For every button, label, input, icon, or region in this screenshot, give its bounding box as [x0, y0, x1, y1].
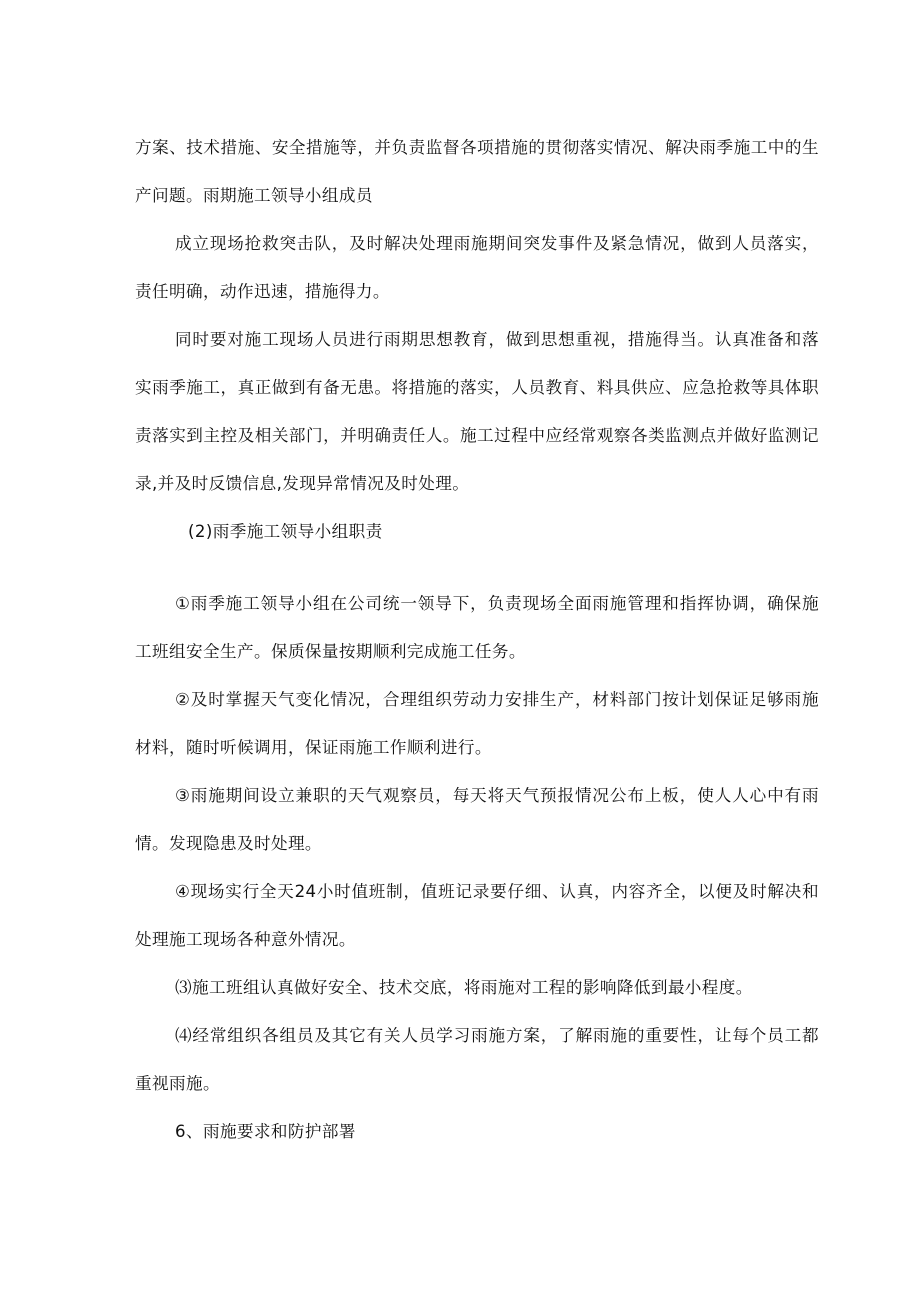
paragraph-continuation: 方案、技术措施、安全措施等，并负责监督各项措施的贯彻落实情况、解决雨季施工中的生产问题。雨期施工领导小组成员: [135, 138, 819, 205]
list-item-duty-4: ④现场实行全天24小时值班制，值班记录要仔细、认真，内容齐全，以便及时解决和处理施工现场各种意外情况。: [135, 882, 819, 949]
list-item-duty-3: ③雨施期间设立兼职的天气观察员，每天将天气预报情况公布上板，使人人心中有雨情。发现隐患及时处理。: [135, 786, 819, 853]
list-item-duty-6: ⑷经常组织各组员及其它有关人员学习雨施方案，了解雨施的重要性，让每个员工都重视雨施。: [135, 1026, 819, 1093]
list-item-duty-5: ⑶施工班组认真做好安全、技术交底，将雨施对工程的影响降低到最小程度。: [175, 978, 753, 997]
document-body: [135, 124, 819, 1156]
list-item-duty-1: ①雨季施工领导小组在公司统一领导下，负责现场全面雨施管理和指挥协调，确保施工班组安全生产。保质保量按期顺利完成施工任务。: [135, 594, 819, 661]
paragraph-rescue-team: 成立现场抢救突击队，及时解决处理雨施期间突发事件及紧急情况，做到人员落实，责任明确，动作迅速，措施得力。: [135, 234, 819, 301]
subsection-heading-duties: (2)雨季施工领导小组职责: [188, 522, 383, 541]
section-heading-6: 6、雨施要求和防护部署: [175, 1122, 356, 1141]
list-item-duty-2: ②及时掌握天气变化情况，合理组织劳动力安排生产，材料部门按计划保证足够雨施材料，随时听候调用，保证雨施工作顺利进行。: [135, 690, 819, 757]
paragraph-education: 同时要对施工现场人员进行雨期思想教育，做到思想重视，措施得当。认真准备和落实雨季施工，真正做到有备无患。将措施的落实，人员教育、料具供应、应急抢救等具体职责落实到主控及相关部门，并明确责任人。施工过程中应经常观察各类监测点并做好监测记录,并及时反馈信息,发现异常情况及时处理。: [135, 330, 819, 493]
